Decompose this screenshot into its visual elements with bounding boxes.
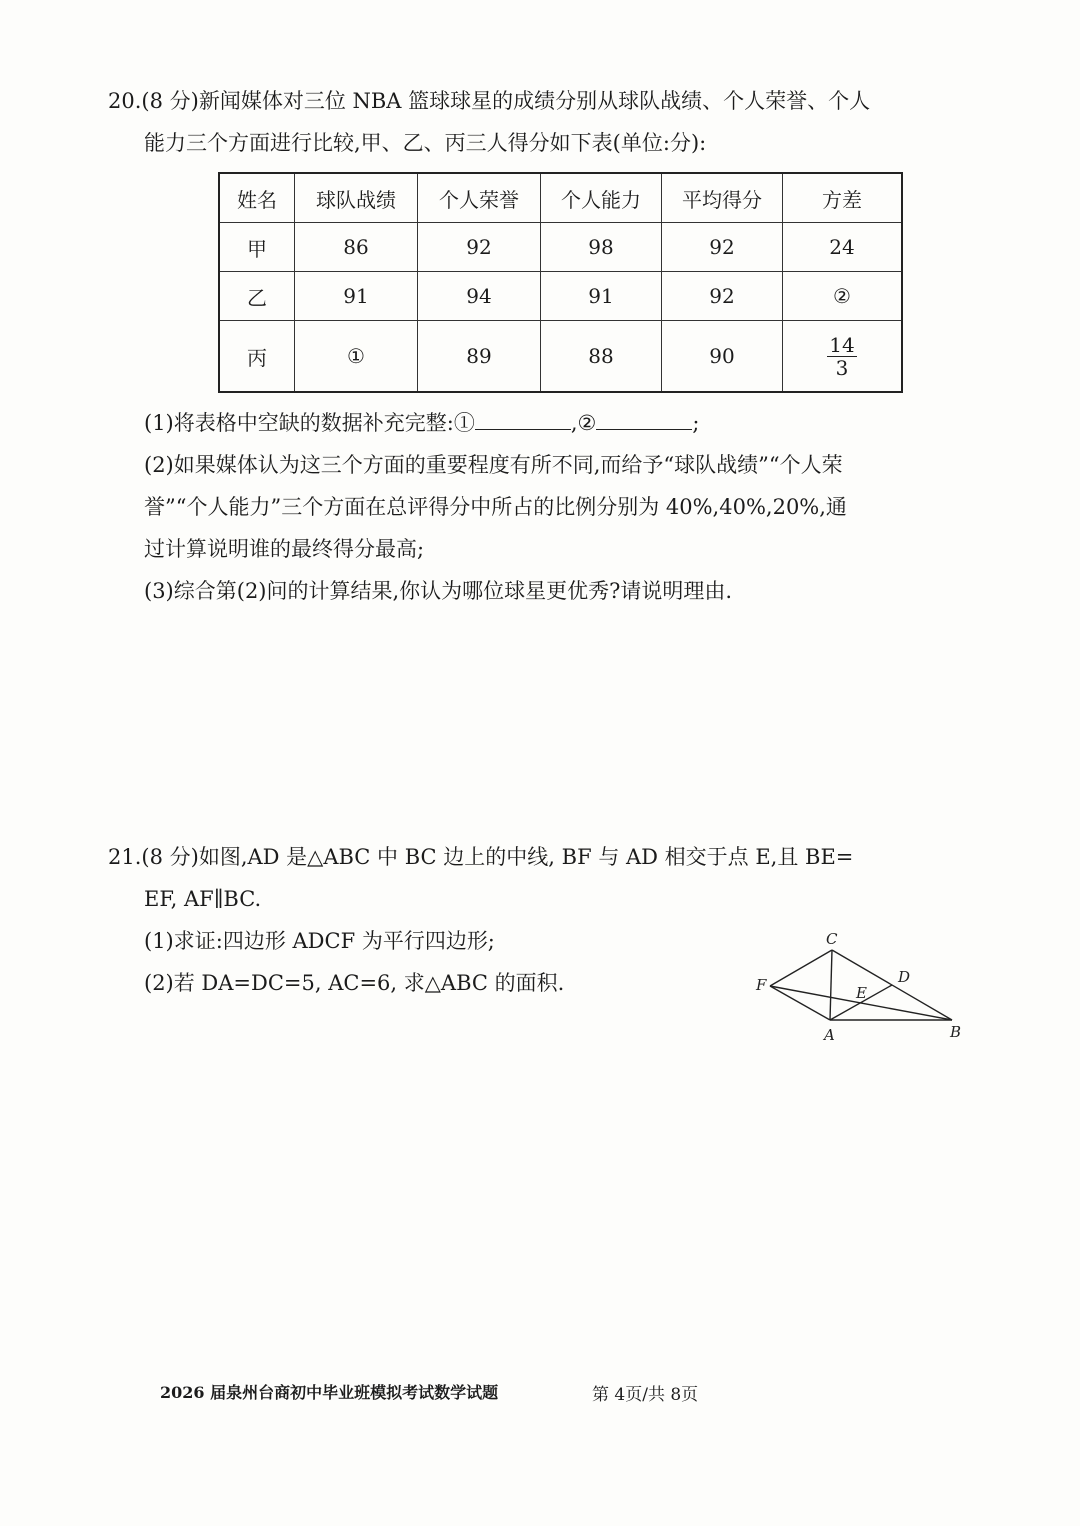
q21-part1: (1)求证:四边形 ADCF 为平行四边形;: [144, 929, 495, 953]
fraction-denominator: 3: [835, 355, 849, 380]
table-row: [219, 272, 902, 321]
q20-part1-mid: ,②: [570, 411, 597, 435]
fraction: [827, 334, 856, 379]
label-D: D: [898, 968, 911, 986]
label-F: F: [756, 976, 767, 994]
cell: 89: [418, 321, 541, 393]
q21-stem-line2: EF, AF∥BC.: [144, 887, 262, 911]
cell: 92: [662, 223, 783, 272]
header-variance: 方差: [783, 173, 903, 223]
segment-CA: [830, 950, 832, 1020]
header-average: 平均得分: [662, 173, 783, 223]
cell: 92: [418, 223, 541, 272]
cell: 92: [662, 272, 783, 321]
q20-part1-text: (1)将表格中空缺的数据补充完整:①: [144, 411, 475, 435]
answer-blank-2[interactable]: [596, 407, 692, 430]
cell: 90: [662, 321, 783, 393]
q21-stem-line1: 21.(8 分)如图,AD 是△ABC 中 BC 边上的中线, BF 与 AD 相交于点 E,且 BE=: [108, 845, 854, 869]
label-A: A: [824, 1026, 835, 1044]
cell: 94: [418, 272, 541, 321]
cell: 甲: [219, 223, 295, 272]
cell: ②: [783, 272, 903, 321]
table-header-row: [219, 173, 902, 223]
cell: 98: [541, 223, 662, 272]
label-C: C: [826, 930, 838, 948]
q20-part1: [108, 402, 988, 444]
segment-FC: [770, 950, 832, 986]
q20-part3: (3)综合第(2)问的计算结果,你认为哪位球星更优秀?请说明理由.: [144, 579, 733, 603]
cell-fraction: [783, 321, 903, 393]
cell: 乙: [219, 272, 295, 321]
footer-page-number: 第 4页/共 8页: [592, 1385, 699, 1405]
q20-subquestions: [108, 402, 988, 612]
cell: 88: [541, 321, 662, 393]
q20-part2-line1: (2)如果媒体认为这三个方面的重要程度有所不同,而给予“球队战绩”“个人荣: [144, 453, 843, 477]
label-E: E: [856, 984, 867, 1002]
header-honor: 个人荣誉: [418, 173, 541, 223]
cell: 86: [295, 223, 418, 272]
cell: ①: [295, 321, 418, 393]
fraction-numerator: 14: [829, 332, 855, 357]
header-team: 球队战绩: [295, 173, 418, 223]
table-row: [219, 321, 902, 393]
question-20: [108, 80, 988, 164]
header-ability: 个人能力: [541, 173, 662, 223]
label-B: B: [950, 1023, 962, 1041]
q20-part2-line3: 过计算说明谁的最终得分最高;: [144, 537, 425, 561]
score-table: [218, 172, 903, 393]
cell: 丙: [219, 321, 295, 393]
q20-part2-line2: 誉”“个人能力”三个方面在总评得分中所占的比例分别为 40%,40%,20%,通: [144, 495, 847, 519]
q20-stem-line1: 20.(8 分)新闻媒体对三位 NBA 篮球球星的成绩分别从球队战绩、个人荣誉、个人: [108, 89, 871, 113]
q20-stem-line2: 能力三个方面进行比较,甲、乙、丙三人得分如下表(单位:分):: [144, 131, 707, 155]
footer-title: 2026 届泉州台商初中毕业班模拟考试数学试题: [160, 1383, 499, 1402]
cell: 24: [783, 223, 903, 272]
geometry-figure: [752, 928, 972, 1046]
header-name: 姓名: [219, 173, 295, 223]
q20-part1-end: ;: [692, 411, 700, 435]
q21-part2: (2)若 DA=DC=5, AC=6, 求△ABC 的面积.: [144, 971, 565, 995]
answer-blank-1[interactable]: [475, 407, 571, 430]
cell: 91: [295, 272, 418, 321]
table-row: [219, 223, 902, 272]
cell: 91: [541, 272, 662, 321]
